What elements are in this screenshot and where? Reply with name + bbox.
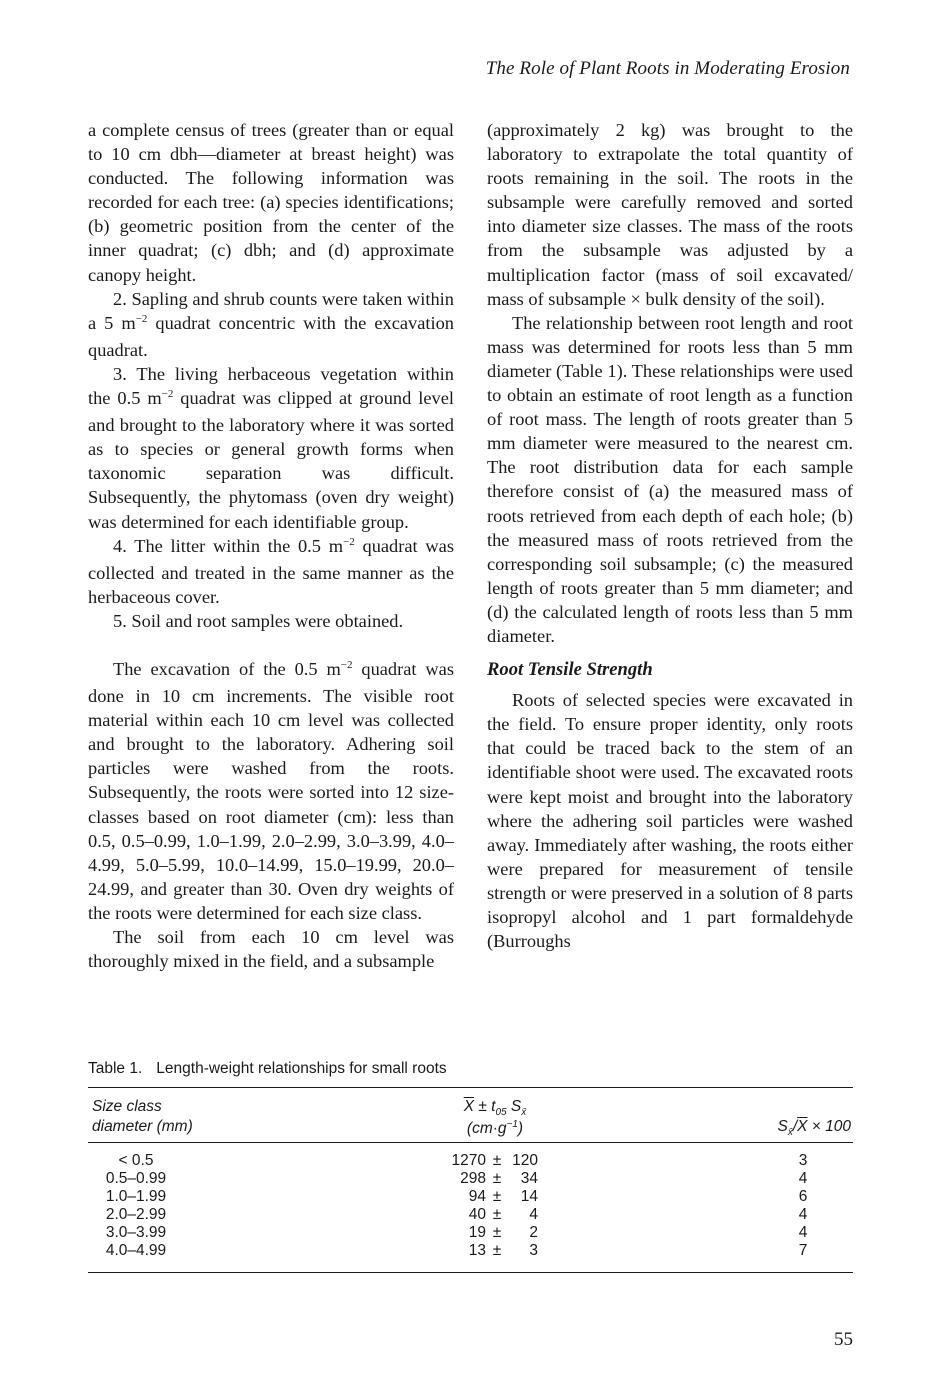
left-p6-exponent: −2 [340, 658, 353, 671]
header-size-class [88, 1097, 252, 1137]
table-header [88, 1088, 853, 1142]
table-body [88, 1143, 853, 1272]
cell-cv: 4 [798, 1206, 808, 1223]
header-units: (cm·g [466, 1120, 507, 1137]
cell-cv: 4 [798, 1224, 808, 1241]
cell-plus-minus: ± [492, 1206, 502, 1223]
page-number: 55 [834, 1329, 853, 1350]
left-p2-exponent: −2 [135, 312, 148, 325]
header-xbar: $\overline{X}$ [463, 1098, 475, 1115]
left-paragraph-2 [88, 287, 454, 362]
header-cv-times: × 100 [807, 1118, 851, 1135]
left-p4-exponent: −2 [343, 535, 355, 548]
table-1 [88, 1060, 853, 1273]
left-paragraph-4 [88, 534, 454, 609]
left-p4-text-a: 4. The litter within the 0.5 m [113, 535, 344, 556]
cell-confidence: 14 [520, 1188, 538, 1205]
cell-confidence: 2 [529, 1224, 538, 1241]
section-heading: Root Tensile Strength [487, 659, 653, 681]
cell-cv: 4 [798, 1170, 808, 1187]
cell-plus-minus: ± [492, 1224, 502, 1241]
cell-mean: 298 [460, 1170, 486, 1187]
cell-cv: 3 [798, 1152, 808, 1169]
running-head: The Role of Plant Roots in Moderating Erosion [485, 58, 850, 79]
cell-size-class: 3.0–3.99 [105, 1224, 167, 1241]
right-paragraph-3: Roots of selected species were excavated in the field. To ensure proper identity, only roots that could be traced back to the stem of an identifiable shoot were used. The excavated roots were kept moist and brought into the laboratory where the adhering soil particles were washed away. Immediately after washing, the roots either were prepared for measurement of tensile strength or were preserved in a solution of 8 parts isopropyl alcohol and 1 part formaldehyde (Burroughs [487, 690, 853, 952]
left-p6-text-b: quadrat was done in 10 cm increments. The visible root material within each 10 cm level was collected and brought to the laboratory. Adhering soil particles were washed from the roots. Subsequently, the roots were sorted into 12 size-classes based on root diameter (cm): less than 0.5, 0.5–0.99, 1.0–1.99, 2.0–2.99, 3.0–3.99, 4.0–4.99, 5.0–5.99, 10.0–14.99, 15.0–19.99, 20.0–24.99, and greater than 30. Oven dry weights of the roots were determined for each size class. [88, 658, 455, 923]
header-cv-s: S [777, 1118, 788, 1135]
cell-plus-minus: ± [492, 1188, 502, 1205]
cell-mean: 1270 [451, 1152, 486, 1169]
table-bottom-rule [88, 1272, 853, 1273]
table-row [88, 1188, 853, 1206]
header-units-exponent: −1 [506, 1119, 518, 1130]
left-paragraph-6 [88, 657, 454, 925]
table-caption-number: Table 1. [88, 1060, 143, 1077]
cell-size-class: 2.0–2.99 [105, 1206, 167, 1223]
left-p2-text-b: quadrat concentric with the excavation quadrat. [88, 312, 454, 360]
cell-confidence: 34 [520, 1170, 538, 1187]
left-p3-text-b: quadrat was clipped at ground level and brought to the laboratory where it was sorted as to species or general growth forms when taxonomic separation was difficult. Subsequently, the phytomass (oven dry weight) was determined for each identifiable group. [88, 388, 454, 532]
left-paragraph-1: a complete census of trees (greater than or equal to 10 cm dbh—diameter at breast height) was conducted. The following information was recorded for each tree: (a) species identifications; (b) geometric position from the center of the inner quadrat; (c) dbh; and (d) approximate canopy height. [88, 120, 454, 285]
cell-size-class: 0.5–0.99 [105, 1170, 167, 1187]
header-s: S [506, 1098, 522, 1115]
header-mean-ci-line-2 [410, 1119, 580, 1141]
header-units-close: ) [517, 1120, 524, 1137]
paragraph-gap [88, 633, 454, 657]
table-caption-text: Length-weight relationships for small roots [156, 1060, 447, 1077]
table-row [88, 1152, 853, 1170]
header-t-subscript: 05 [495, 1107, 507, 1118]
table-row [88, 1224, 853, 1242]
header-cv-xbar: $\overline{X}$ [797, 1118, 808, 1135]
left-p6-text-a: The excavation of the 0.5 m [113, 658, 341, 679]
cell-plus-minus: ± [492, 1170, 502, 1187]
header-mean-ci-line-1 [410, 1097, 580, 1119]
table-row [88, 1206, 853, 1224]
cell-confidence: 3 [529, 1242, 538, 1259]
cell-confidence: 4 [529, 1206, 538, 1223]
cell-mean: 13 [468, 1242, 486, 1259]
cell-size-class: 1.0–1.99 [105, 1188, 167, 1205]
left-p3-exponent: −2 [161, 388, 174, 401]
cell-size-class: < 0.5 [118, 1152, 154, 1169]
cell-mean: 19 [468, 1224, 486, 1241]
cell-mean: 40 [468, 1206, 486, 1223]
header-cv-slash: / [792, 1118, 798, 1135]
header-cv [777, 1117, 851, 1139]
left-column [88, 118, 454, 973]
right-column [487, 118, 853, 953]
header-s-subscript: x̄ [521, 1107, 527, 1118]
cell-plus-minus: ± [492, 1242, 502, 1259]
cell-mean: 94 [468, 1188, 486, 1205]
left-paragraph-7: The soil from each 10 cm level was thoroughly mixed in the field, and a subsample [88, 927, 454, 972]
right-paragraph-2: The relationship between root length and root mass was determined for roots less than 5 mm diameter (Table 1). These relationships were used to obtain an estimate of root length as a function of root mass. The length of roots greater than 5 mm diameter were measured to the nearest cm. The root distribution data for each sample therefore consist of (a) the measured mass of roots retrieved from each depth of each hole; (b) the measured mass of roots retrieved from the corresponding soil subsample; (c) the measured length of roots greater than 5 mm diameter; and (d) the calculated length of roots less than 5 mm diameter. [487, 312, 853, 646]
cell-cv: 7 [798, 1242, 808, 1259]
header-cv-s-subscript: x̄ [787, 1127, 793, 1138]
table-row [88, 1242, 853, 1260]
table-caption [88, 1060, 853, 1078]
left-p4-text-b: quadrat was collected and treated in the same manner as the herbaceous cover. [88, 535, 454, 607]
cell-size-class: 4.0–4.99 [105, 1242, 167, 1259]
right-paragraph-1: (approximately 2 kg) was brought to the laboratory to extrapolate the total quantity of roots remaining in the soil. The roots in the subsample were carefully removed and sorted into diameter size classes. The mass of the roots from the subsample was adjusted by a multiplication factor (mass of soil excavated/ mass of subsample × bulk density of the soil). [487, 120, 853, 309]
left-paragraph-5: 5. Soil and root samples were obtained. [113, 610, 404, 631]
left-p2-text-a: 2. Sapling and shrub counts were taken within a 5 m [88, 288, 454, 333]
left-paragraph-3 [88, 362, 454, 534]
header-size-class-line-2: diameter (mm) [92, 1118, 193, 1135]
table-row [88, 1170, 853, 1188]
cell-cv: 6 [798, 1188, 808, 1205]
header-pm-t: ± t [474, 1098, 496, 1115]
cell-plus-minus: ± [492, 1152, 502, 1169]
header-mean-ci [410, 1097, 580, 1141]
cell-confidence: 120 [512, 1152, 538, 1169]
header-size-class-line-1: Size class [92, 1098, 162, 1115]
left-p3-text-a: 3. The living herbaceous vegetation within the 0.5 m [88, 363, 454, 409]
